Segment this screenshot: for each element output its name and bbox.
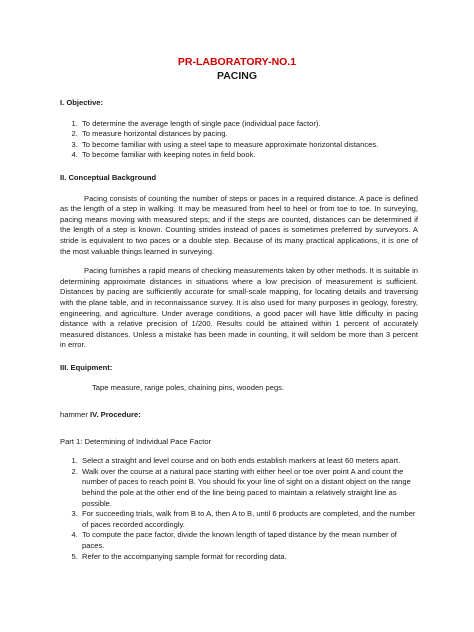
list-item: 3. For succeeding trials, walk from B to A, then A to B, until 6 products are completed, and the number of paces recorded accordingly. (80, 509, 418, 530)
list-item: 2. Walk over the course at a natural pace starting with either heel or toe over point A and count the number of paces to reach point B. You should fix your line of sight on a distant object on the range behind the pole at the other end of the line being paced to maintain a relatively straight line as possible. (80, 467, 418, 509)
list-item: 2. To measure horizontal distances by pacing. (80, 129, 418, 140)
part1-heading: Part 1: Determining of Individual Pace Factor (60, 436, 212, 446)
procedure-steps (60, 456, 418, 562)
objective-list (60, 119, 418, 161)
background-paragraph-2: Pacing furnishes a rapid means of checking measurements taken by other methods. It is suitable in determining approximate distances in situations where a low precision of measurement is sufficient. Distances by pacing are sufficiently accurate for small-scale mapping, for locating details and traversing with the plane table, and in reconnaissance survey. It is also used for many purposes in geology, forestry, engineering, and agriculture. Under average conditions, a good pacer will have little difficulty in pacing distance with a relative precision of 1/200. Results could be attained within 1 percent of accurately measured distances. Unless a mistake has been made in counting, it will seldom be more than 3 percent in error. (60, 266, 418, 350)
equipment-text: Tape measure, range poles, chaining pins, wooden pegs. (92, 383, 285, 393)
list-item: 3. To become familiar with using a steel tape to measure approximate horizontal distances. (80, 140, 418, 151)
list-item: 5. Refer to the accompanying sample format for recording data. (80, 552, 418, 563)
lab-title: PR-LABORATORY-NO.1 (177, 56, 297, 68)
procedure-prefix: hammer (60, 410, 90, 420)
equipment-heading: III. Equipment: (60, 362, 113, 372)
objective-heading: I. Objective: (60, 98, 104, 107)
list-item: 4. To become familiar with keeping notes in field book. (80, 150, 418, 161)
procedure-heading: IV. Procedure: (89, 410, 141, 420)
background-heading: II. Conceptual Background (60, 172, 157, 182)
list-item: 1. Select a straight and level course and on both ends establish markers at least 60 meters apart. (80, 456, 418, 467)
document-body (60, 98, 418, 562)
procedure-heading-line (60, 410, 418, 421)
list-item: 4. To compute the pace factor, divide the known length of taped distance by the mean number of paces. (80, 530, 418, 551)
list-item: 1. To determine the average length of single pace (individual pace factor). (80, 119, 418, 130)
page-title: PACING (216, 70, 258, 82)
background-paragraph-1: Pacing consists of counting the number of steps or paces in a required distance. A pace is defined as the length of a step in walking. It may be measured from heel to heel or from toe to toe. In surveying, pacing means moving with measured steps; and if the steps are counted, distances can be determined if the length of a step is known. Counting strides instead of paces is sometimes preferred by surveyors. A stride is equivalent to two paces or a double step. Because of its many practical applications, it is one of the most valuable things learned in surveying. (60, 193, 418, 256)
